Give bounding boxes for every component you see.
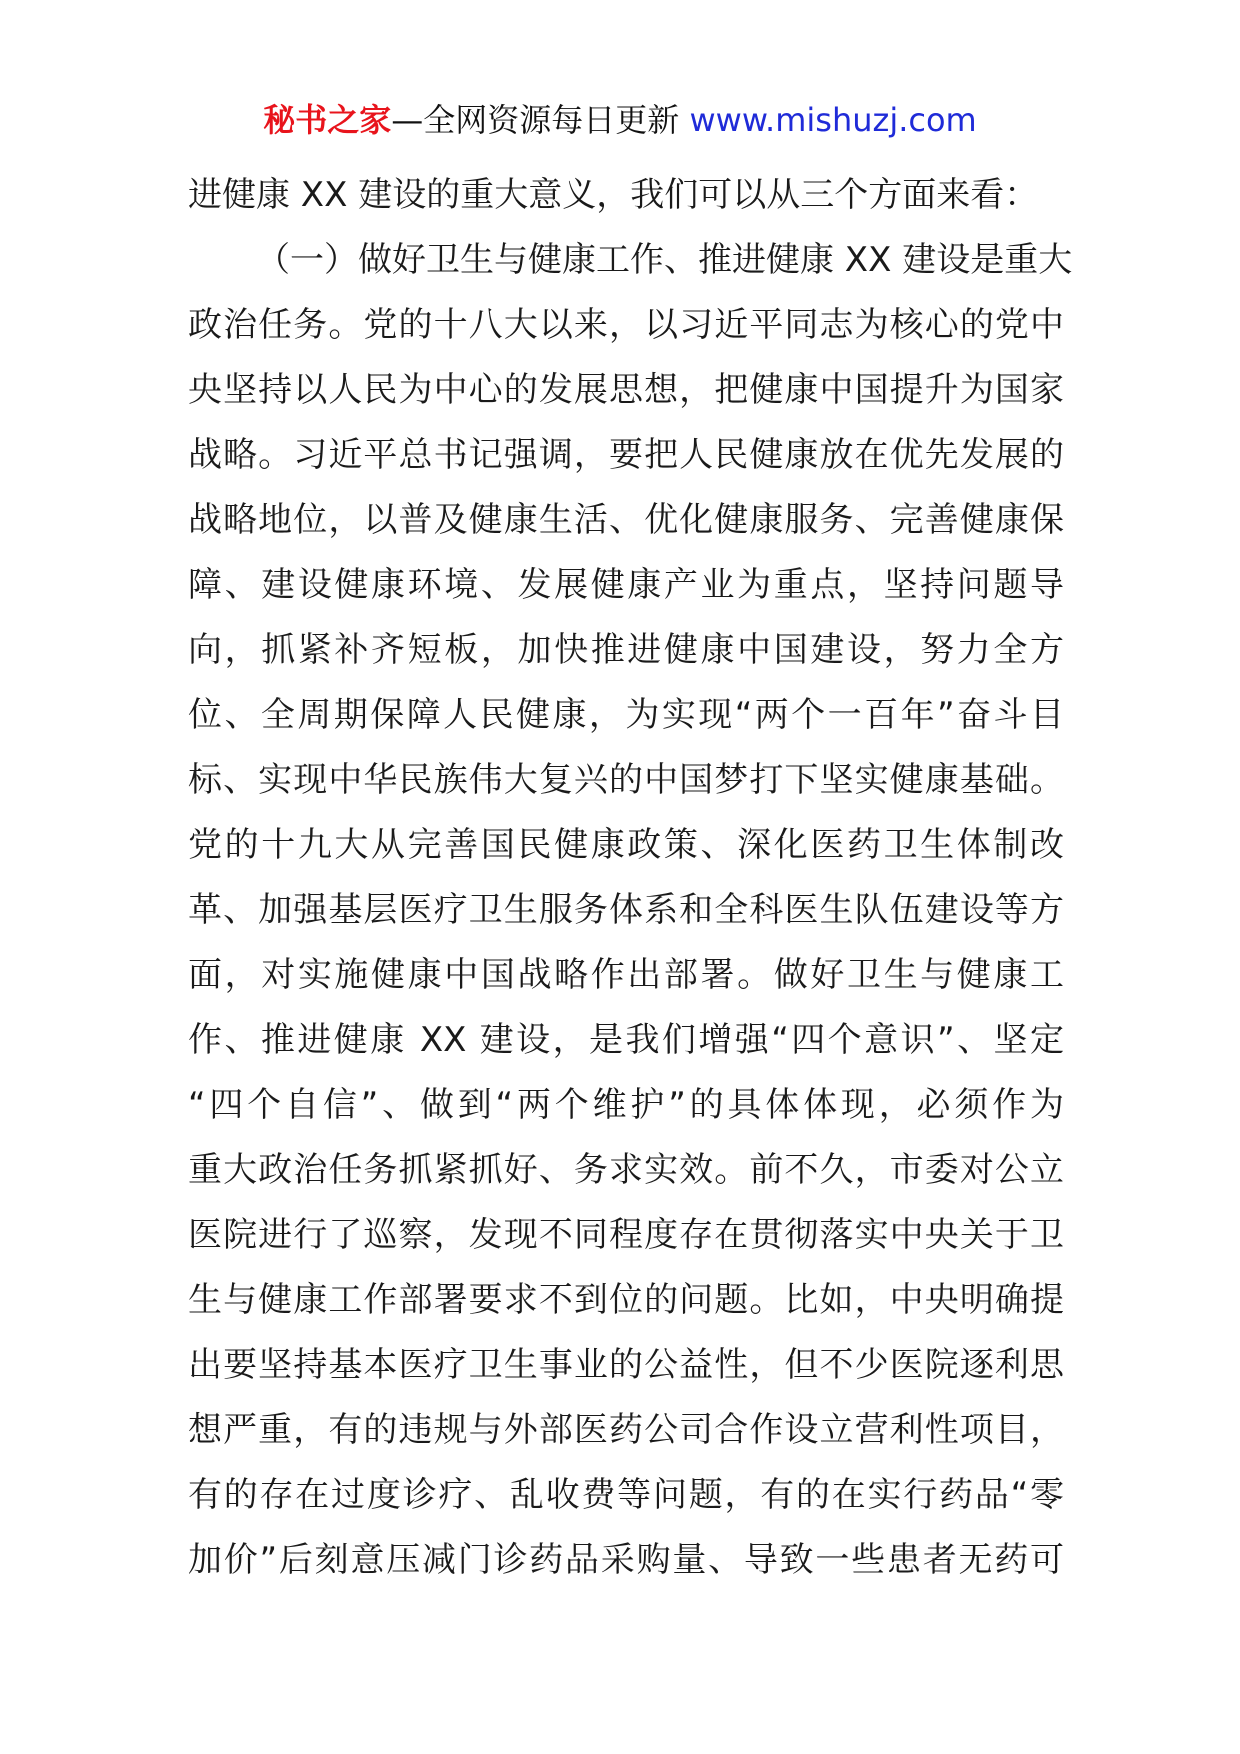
body-line: 政治任务。党的十八大以来，以习近平同志为核心的党中: [188, 305, 1064, 345]
body-line: 标、实现中华民族伟大复兴的中国梦打下坚实健康基础。: [188, 760, 1064, 800]
body-line: （一）做好卫生与健康工作、推进健康 XX 建设是重大: [256, 240, 1073, 280]
header-slogan: —全网资源每日更新: [391, 101, 690, 139]
body-line: 出要坚持基本医疗卫生事业的公益性，但不少医院逐利思: [188, 1345, 1064, 1385]
body-line: 位、全周期保障人民健康，为实现“两个一百年”奋斗目: [188, 695, 1064, 735]
body-line: 障、建设健康环境、发展健康产业为重点，坚持问题导: [188, 565, 1064, 605]
body-line: 革、加强基层医疗卫生服务体系和全科医生队伍建设等方: [188, 890, 1064, 930]
body-line: 医院进行了巡察，发现不同程度存在贯彻落实中央关于卫: [188, 1215, 1064, 1255]
body-line: 战略。习近平总书记强调，要把人民健康放在优先发展的: [188, 435, 1064, 475]
brand-name: 秘书之家: [263, 101, 392, 139]
body-line: 进健康 XX 建设的重大意义，我们可以从三个方面来看：: [188, 175, 1039, 215]
body-line: 生与健康工作部署要求不到位的问题。比如，中央明确提: [188, 1280, 1064, 1320]
body-line: 战略地位，以普及健康生活、优化健康服务、完善健康保: [188, 500, 1064, 540]
body-line: 向，抓紧补齐短板，加快推进健康中国建设，努力全方: [188, 630, 1064, 670]
document-body: [188, 163, 1073, 1593]
page-header: [0, 98, 1240, 142]
body-line: 央坚持以人民为中心的发展思想，把健康中国提升为国家: [188, 370, 1064, 410]
body-line: 想严重，有的违规与外部医药公司合作设立营利性项目，: [188, 1410, 1064, 1450]
body-line: 作、推进健康 XX 建设，是我们增强“四个意识”、坚定: [188, 1020, 1064, 1060]
body-line: 党的十九大从完善国民健康政策、深化医药卫生体制改: [188, 825, 1064, 865]
body-line: “四个自信”、做到“两个维护”的具体体现，必须作为: [188, 1085, 1064, 1125]
body-line: 加价”后刻意压减门诊药品采购量、导致一些患者无药可: [188, 1540, 1064, 1580]
body-line: 重大政治任务抓紧抓好、务求实效。前不久，市委对公立: [188, 1150, 1064, 1190]
body-line: 面，对实施健康中国战略作出部署。做好卫生与健康工: [188, 955, 1064, 995]
body-line: 有的存在过度诊疗、乱收费等问题，有的在实行药品“零: [188, 1475, 1064, 1515]
website-url: www.mishuzj.com: [689, 101, 977, 139]
